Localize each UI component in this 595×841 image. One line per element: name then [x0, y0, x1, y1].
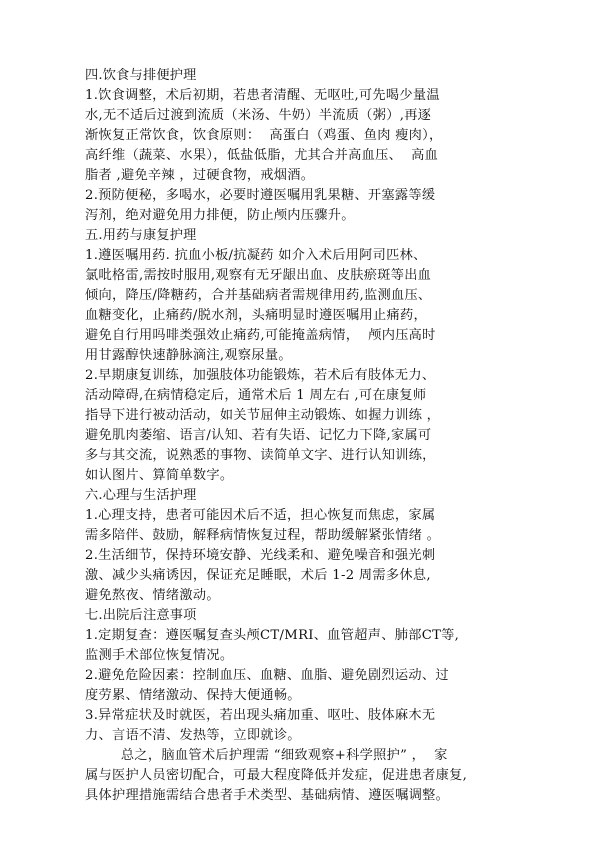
paragraph-line: 脂者 ,避免辛辣 ，过硬食物，戒烟酒。: [85, 168, 315, 183]
section-heading: 四.饮食与排便护理: [85, 68, 197, 83]
paragraph-line: 总之，脑血管术后护理需 “细致观察+科学照护” ， 家: [85, 748, 448, 763]
paragraph-line: 具体护理措施需结合患者手术类型、基础病情、遵医嘱调整。: [85, 788, 450, 803]
paragraph-line: 用甘露醇快速静脉滴注,观察尿量。: [85, 348, 292, 363]
paragraph-line: 1.饮食调整，术后初期，若患者清醒、无呕吐,可先喝少量温: [85, 88, 440, 103]
section-heading: 六.心理与生活护理: [85, 488, 197, 503]
paragraph-line: 多与其交流，说熟悉的事物、读简单文字、进行认知训练，: [85, 448, 436, 463]
paragraph-line: 血糖变化，止痛药/脱水剂，头痛明显时遵医嘱用止痛药，: [85, 308, 427, 323]
paragraph-line: 力、言语不清、发热等，立即就诊。: [85, 728, 301, 743]
paragraph-line: 1.心理支持，患者可能因术后不适，担心恢复而焦虑，家属: [85, 508, 436, 523]
paragraph-line: 活动障碍,在病情稳定后，通常术后 1 周左右 ,可在康复师: [85, 388, 427, 403]
paragraph-line: 避免肌肉萎缩、语言/认知、若有失语、记忆力下降,家属可: [85, 428, 432, 443]
paragraph-line: 1.定期复查：遵医嘱复查头颅CT/MRI、血管超声、肺部CT等,: [85, 628, 460, 643]
paragraph-line: 需多陪伴、鼓励，解释病情恢复过程，帮助缓解紧张情绪 。: [85, 528, 441, 543]
paragraph-line: 2.早期康复训练，加强肢体功能锻炼，若术后有肢体无力、: [85, 368, 436, 383]
paragraph-line: 如认图片、算简单数字。: [85, 468, 234, 483]
paragraph-line: 渐恢复正常饮食，饮食原则： 高蛋白（鸡蛋、鱼肉 瘦肉），: [85, 128, 443, 143]
paragraph-line: 氯吡格雷,需按时服用,观察有无牙龈出血、皮肤瘀斑等出血: [85, 268, 432, 283]
paragraph-line: 高纤维（蔬菜、水果），低盐低脂，尤其合并高血压、 高血: [85, 148, 439, 163]
section-heading: 七.出院后注意事项: [85, 608, 197, 623]
paragraph-line: 泻剂，绝对避免用力排便，防止颅内压骤升。: [85, 208, 355, 223]
paragraph-line: 1.遵医嘱用药. 抗血小板/抗凝药 如介入术后用阿司匹林、: [85, 248, 427, 263]
paragraph-line: 2.预防便秘，多喝水，必要时遵医嘱用乳果糖、开塞露等缓: [85, 188, 436, 203]
paragraph-line: 度劳累、情绪激动、保持大便通畅。: [85, 688, 301, 703]
paragraph-line: 指导下进行被动活动，如关节屈伸主动锻炼、如握力训练 ，: [85, 408, 441, 423]
paragraph-line: 2.生活细节，保持环境安静、光线柔和、避免噪音和强光刺: [85, 548, 436, 563]
paragraph-line: 避免熬夜、情绪激动。: [85, 588, 220, 603]
paragraph-line: 避免自行用吗啡类强效止痛药,可能掩盖病情， 颅内压高时: [85, 328, 436, 343]
paragraph-line: 水,无不适后过渡到流质（米汤、牛奶）半流质（粥）,再逐: [85, 108, 432, 123]
document-body: [85, 66, 520, 806]
paragraph-line: 倾向，降压/降糖药，合并基础病者需规律用药,监测血压、: [85, 288, 432, 303]
section-heading: 五.用药与康复护理: [85, 228, 197, 243]
paragraph-line: 3.异常症状及时就医，若出现头痛加重、呕吐、肢体麻木无: [85, 708, 436, 723]
paragraph-line: 2.避免危险因素：控制血压、血糖、血脂、避免剧烈运动、过: [85, 668, 449, 683]
paragraph-line: 属与医护人员密切配合，可最大程度降低并发症，促进患者康复,: [85, 768, 468, 783]
paragraph-line: 监测手术部位恢复情况。: [85, 648, 234, 663]
paragraph-line: 激、减少头痛诱因，保证充足睡眠，术后 1-2 周需多休息,: [85, 568, 431, 583]
